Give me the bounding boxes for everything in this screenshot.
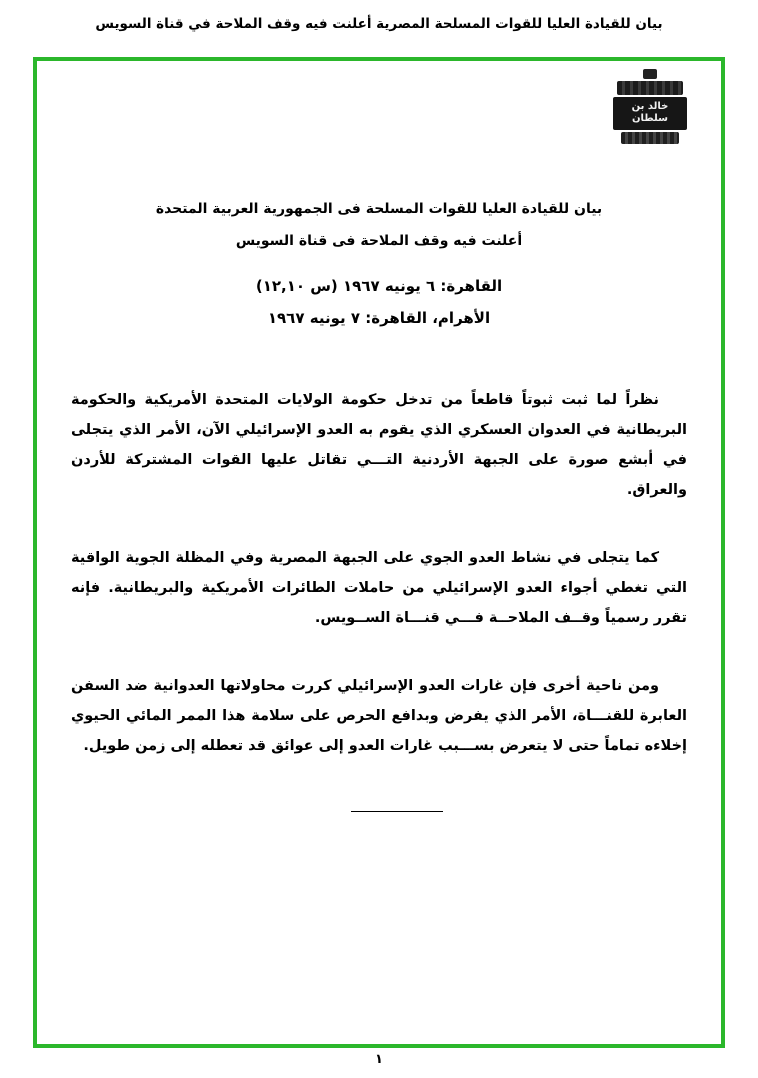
paragraph: نظراً لما ثبت ثبوتاً قاطعاً من تدخل حكومة الولايات المتحدة الأمريكية والحكومة البريطانية في العدوان العسكري الذي يقوم به العدو الإسرائيلي الآن، الأمر الذي يتجلى في أبشع صورة على الجبهة الأردنية التـــي تقاتل عليها القوات المشتركة للأردن والعراق.: [71, 392, 687, 498]
paragraph: كما يتجلى في نشاط العدو الجوي على الجبهة المصرية وفي المظلة الجوية الواقية التي تغطي أجواء العدو الإسرائيلي من حاملات الطائرات الأمريكية والبريطانية. فإنه تقرر رسمياً وقــف الملاحــة فـــي قنـــاة الســويس.: [71, 550, 687, 626]
page-number: ١: [375, 1052, 383, 1067]
stamp-texture-top: [617, 81, 683, 95]
stamp-texture-bottom: [621, 132, 679, 144]
stamp-calligraphy-text: خالد بن سلطان: [613, 97, 687, 130]
document-heading: [37, 201, 721, 249]
document-title-caption: بيان للقيادة العليا للقوات المسلحة المصرية أعلنت فيه وقف الملاحة في قناة السويس: [95, 16, 663, 32]
library-stamp: [613, 69, 687, 144]
dateline-alahram: الأهرام، القاهرة: ٧ يونيه ١٩٦٧: [267, 309, 491, 327]
document-body: [37, 385, 721, 761]
dateline-cairo: القاهرة: ٦ يونيه ١٩٦٧ (س ١٢,١٠): [255, 277, 503, 295]
heading-line-1: بيان للقيادة العليا للقوات المسلحة فى الجمهورية العربية المتحدة: [155, 201, 603, 217]
stamp-emblem-icon: [643, 69, 657, 79]
heading-line-2: أعلنت فيه وقف الملاحة فى قناة السويس: [235, 233, 523, 249]
document-dateline: [37, 277, 721, 327]
document-green-frame: [33, 57, 725, 1048]
paragraph: ومن ناحية أخرى فإن غارات العدو الإسرائيلي كررت محاولاتها العدوانية ضد السفن العابرة للقنـــاة، الأمر الذي يفرض وبدافع الحرص على سلامة هذا الممر المائي الحيوي إخلاءه تماماً حتى لا يتعرض بســـبب غارات العدو إلى عوائق قد تعطله إلى زمن طويل.: [71, 678, 687, 754]
section-divider: [351, 811, 443, 812]
